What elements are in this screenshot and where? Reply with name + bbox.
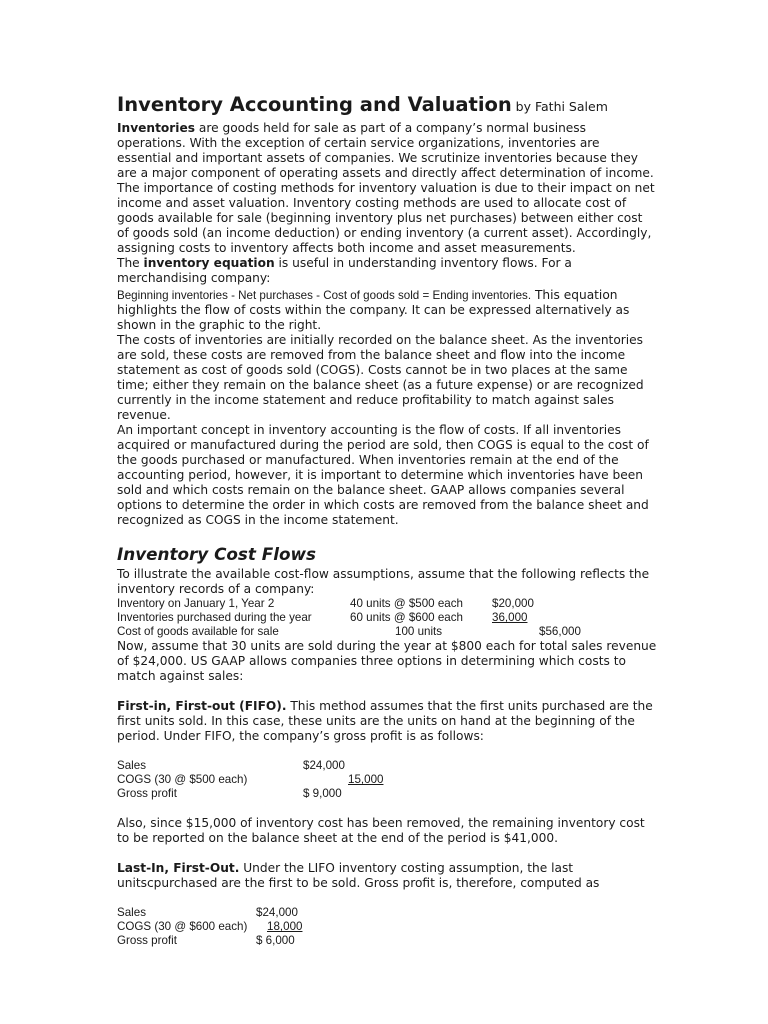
table-row <box>117 934 657 948</box>
table-row <box>117 759 657 773</box>
lifo-heading: Last-In, First-Out. <box>117 861 240 875</box>
row-label: Sales <box>117 759 147 772</box>
fifo-after-paragraph: Also, since $15,000 of inventory cost has been removed, the remaining inventory cost to be reported on the balance sheet at the end of the period is $41,000. <box>117 816 645 845</box>
row-units: 100 units <box>395 625 443 638</box>
row-value: $24,000 <box>303 759 345 772</box>
row-units: 60 units @ $600 each <box>350 611 463 624</box>
section-heading: Inventory Cost Flows <box>117 544 316 564</box>
table-row <box>117 625 657 639</box>
document-page <box>117 92 657 948</box>
fifo-table <box>117 759 657 801</box>
document-title: Inventory Accounting and Valuation <box>117 93 512 116</box>
intro-term: Inventories <box>117 121 196 135</box>
table-row <box>117 597 657 611</box>
author-byline: by Fathi Salem <box>515 99 608 114</box>
row-value: 18,000 <box>267 920 303 933</box>
table-row <box>117 920 657 934</box>
lifo-text: Under the LIFO inventory costing assumption, the last unitscpurchased are the first to be sold. Gross profit is, therefore, computed as <box>117 861 600 890</box>
row-label: COGS (30 @ $600 each) <box>117 920 248 933</box>
fifo-text: This method assumes that the first units purchased are the first units sold. In this case, these units are the units on hand at the beginning of the period. Under FIFO, the company’s gross profit is as follows: <box>117 699 653 743</box>
lifo-table <box>117 906 657 948</box>
equation-intro-post: is useful in understanding inventory flows. For a merchandising company: <box>117 256 572 285</box>
row-value: $24,000 <box>256 906 298 919</box>
equation-intro-paragraph <box>117 256 657 286</box>
sales-paragraph: Now, assume that 30 units are sold during the year at $800 each for total sales revenue of $24,000. US GAAP allows companies three options in determining which costs to match against sales: <box>117 639 657 683</box>
row-units: 40 units @ $500 each <box>350 597 463 610</box>
row-amount: 36,000 <box>492 611 528 624</box>
table-row <box>117 906 657 920</box>
equation-term: inventory equation <box>143 256 275 270</box>
row-label: Inventory on January 1, Year 2 <box>117 597 275 610</box>
fifo-heading: First-in, First-out (FIFO). <box>117 699 287 713</box>
equation-intro-pre: The <box>117 256 144 270</box>
intro-text: are goods held for sale as part of a company’s normal business operations. With the exception of certain service organizations, inventories are essential and important assets of companies. We scrutinize inventories because they are a major component of operating assets and directly affect determination of income. The importance of costing methods for inventory valuation is due to their impact on net income and asset valuation. Inventory costing methods are used to allocate cost of goods available for sale (beginning inventory plus net purchases) between either cost of goods sold (an income deduction) or ending inventory (a current asset). Accordingly, assigning costs to inventory affects both income and asset measurements. <box>117 121 655 255</box>
table-row <box>117 787 657 801</box>
row-label: Inventories purchased during the year <box>117 611 312 624</box>
table-row <box>117 773 657 787</box>
fifo-paragraph <box>117 699 657 744</box>
row-label: Cost of goods available for sale <box>117 625 279 638</box>
row-label: Sales <box>117 906 147 919</box>
equation-paragraph <box>117 288 657 333</box>
row-label: Gross profit <box>117 787 177 800</box>
lifo-paragraph <box>117 861 657 891</box>
row-value: 15,000 <box>348 773 384 786</box>
costs-paragraph: The costs of inventories are initially recorded on the balance sheet. As the inventories are sold, these costs are removed from the balance sheet and flow into the income statement as cost of goods sold (COGS). Costs cannot be in two places at the same time; either they remain on the balance sheet (as a future expense) or are recognized currently in the income statement and reduce profitability to match against sales revenue. <box>117 333 644 422</box>
row-amount: $20,000 <box>492 597 534 610</box>
equation-formula: Beginning inventories - Net purchases - Cost of goods sold = Ending inventories. <box>117 289 532 302</box>
title-row <box>117 92 657 120</box>
row-label: COGS (30 @ $500 each) <box>117 773 248 786</box>
equation-text: This equation highlights the flow of costs within the company. It can be expressed alternatively as shown in the graphic to the right. <box>117 288 630 332</box>
row-value: $ 6,000 <box>256 934 295 947</box>
inventory-table <box>117 597 657 639</box>
row-total: $56,000 <box>539 625 581 638</box>
table-row <box>117 611 657 625</box>
row-value: $ 9,000 <box>303 787 342 800</box>
section-intro-paragraph: To illustrate the available cost-flow assumptions, assume that the following reflects the inventory records of a company: <box>117 567 650 596</box>
intro-paragraph <box>117 121 657 256</box>
row-label: Gross profit <box>117 934 177 947</box>
cost-flow-paragraph: An important concept in inventory accounting is the flow of costs. If all inventories acquired or manufactured during the period are sold, then COGS is equal to the cost of the goods purchased or manufactured. When inventories remain at the end of the accounting period, however, it is important to determine which inventories have been sold and which costs remain on the balance sheet. GAAP allows companies several options to determine the order in which costs are removed from the balance sheet and recognized as COGS in the income statement. <box>117 423 649 527</box>
